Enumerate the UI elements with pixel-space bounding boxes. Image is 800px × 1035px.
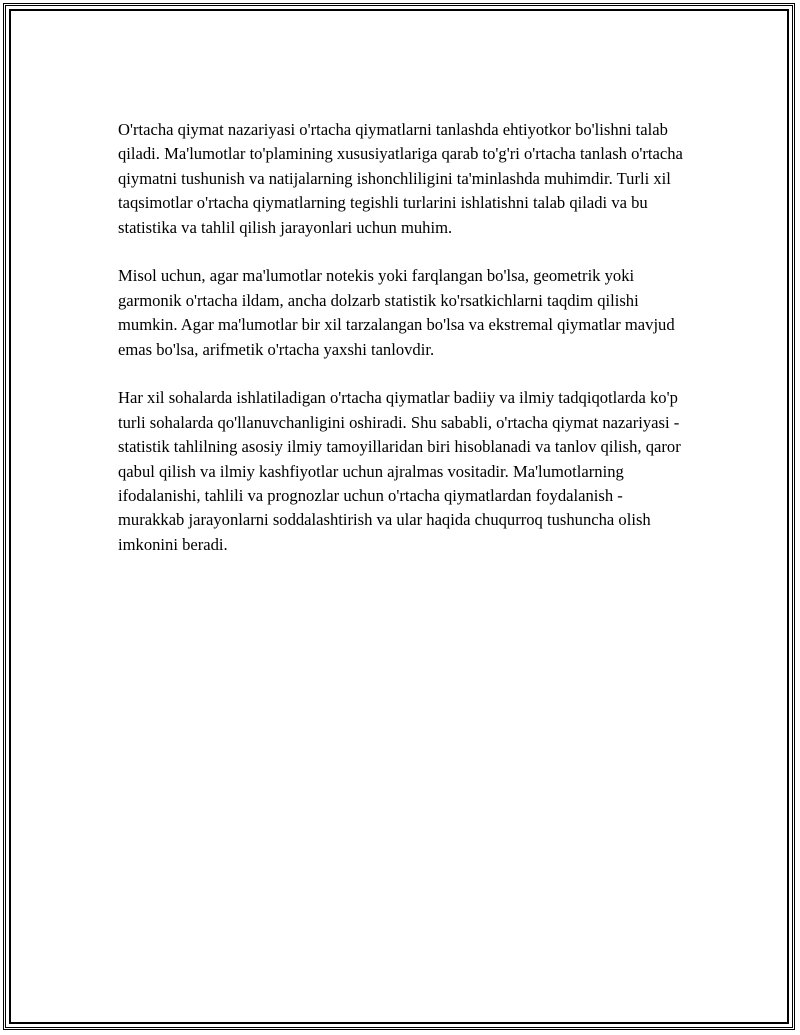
paragraph-3: Har xil sohalarda ishlatiladigan o'rtacha qiymatlar badiiy va ilmiy tadqiqotlarda ko'p turli sohalarda qo'llanuvchanligini oshiradi. Shu sababli, o'rtacha qiymat nazariyasi - statistik tahlilning asosiy ilmiy tamoyillaridan biri hisoblanadi va tanlov qilish, qaror qabul qilish va ilmiy kashfiyotlar uchun ajralmas vositadir. Ma'lumotlarning ifodalanishi, tahlili va prognozlar uchun o'rtacha qiymatlardan foydalanish - murakkab jarayonlarni soddalashtirish va ular haqida chuqurroq tushuncha olish imkonini beradi. [118, 388, 681, 554]
paragraph-1: O'rtacha qiymat nazariyasi o'rtacha qiymatlarni tanlashda ehtiyotkor bo'lishni talab qiladi. Ma'lumotlar to'plamining xususiyatlariga qarab to'g'ri o'rtacha tanlash o'rtacha qiymatni tushunish va natijalarning ishonchliligini ta'minlashda muhimdir. Turli xil taqsimotlar o'rtacha qiymatlarning tegishli turlarini ishlatishni talab qiladi va bu statistika va tahlil qilish jarayonlari uchun muhim. [118, 120, 683, 237]
document-body [118, 118, 690, 582]
paragraph-2: Misol uchun, agar ma'lumotlar notekis yoki farqlangan bo'lsa, geometrik yoki garmonik o'rtacha ildam, ancha dolzarb statistik ko'rsatkichlarni taqdim qilishi mumkin. Agar ma'lumotlar bir xil tarzalangan bo'lsa va ekstremal qiymatlar mavjud emas bo'lsa, arifmetik o'rtacha yaxshi tanlovdir. [118, 266, 675, 359]
